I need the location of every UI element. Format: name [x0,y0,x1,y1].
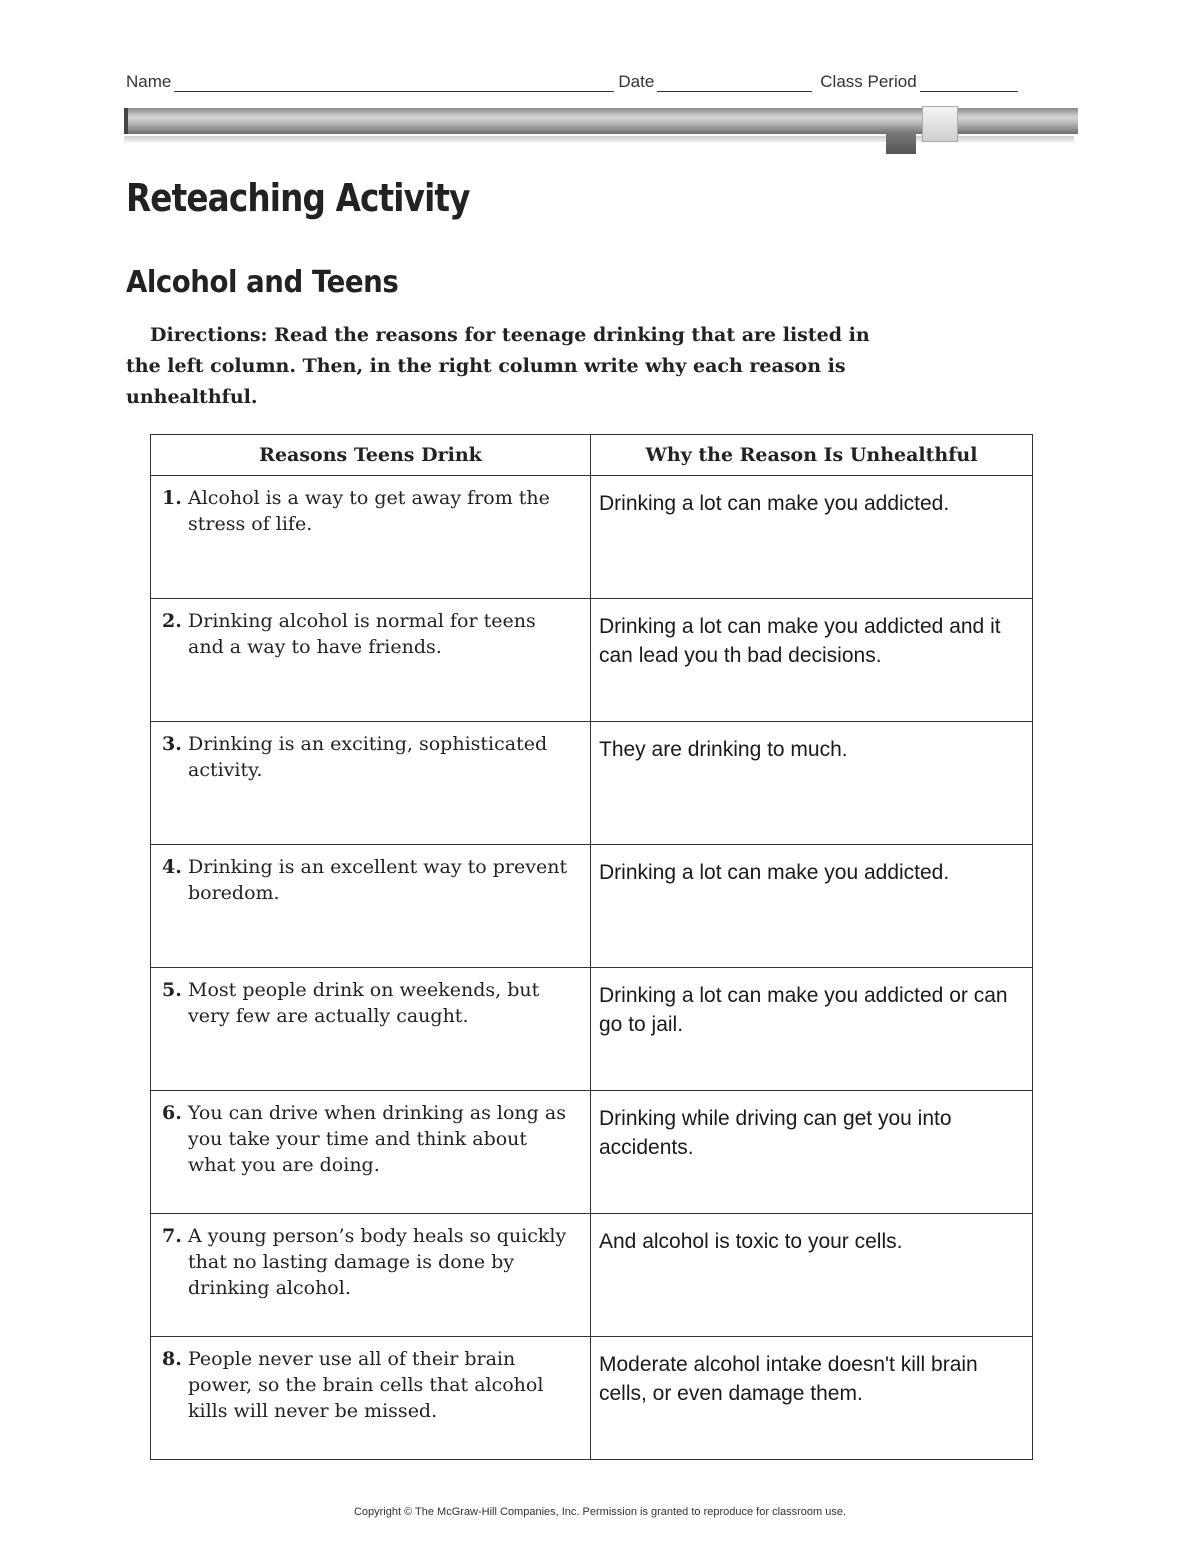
table-row [151,599,1033,722]
answer-cell[interactable] [591,722,1033,845]
reason-number: 6. [162,1102,182,1124]
answer-text: Drinking a lot can make you addicted and it can lead you th bad decisions. [599,615,1001,667]
answer-text: Drinking a lot can make you addicted. [599,861,950,884]
table-row [151,476,1033,599]
table-row [151,1091,1033,1214]
table-row [151,1337,1033,1460]
reason-number: 5. [162,979,182,1001]
answer-text: And alcohol is toxic to your cells. [599,1230,903,1253]
reason-number: 8. [162,1348,182,1370]
directions-text: Directions: Read the reasons for teenage drinking that are listed in the left column. Then, in the right column write why each reason is unhealthful. [126,324,870,408]
reasons-table [150,434,1033,1460]
table-row [151,968,1033,1091]
reason-text: Drinking alcohol is normal for teens and a way to have friends. [188,610,536,658]
answer-text: Drinking while driving can get you into accidents. [599,1107,952,1159]
reason-text: Alcohol is a way to get away from the stress of life. [188,487,550,535]
reason-cell [151,722,591,845]
page-subtitle: Alcohol and Teens [126,265,399,300]
reason-number: 7. [162,1225,182,1247]
answer-cell[interactable] [591,1091,1033,1214]
answer-cell[interactable] [591,968,1033,1091]
reason-cell [151,845,591,968]
reason-cell [151,1337,591,1460]
name-label: Name [126,72,172,91]
answer-cell[interactable] [591,476,1033,599]
answer-text: Drinking a lot can make you addicted or can go to jail. [599,984,1008,1036]
answer-cell[interactable] [591,1337,1033,1460]
page-title: Reteaching Activity [126,176,470,220]
table-row [151,845,1033,968]
name-field[interactable] [174,73,614,92]
reason-text: Most people drink on weekends, but very few are actually caught. [188,979,540,1027]
copyright-notice: Copyright © The McGraw-Hill Companies, Inc. Permission is granted to reproduce for classroom use. [353,1506,847,1518]
reason-cell [151,599,591,722]
reason-number: 3. [162,733,182,755]
class-period-field[interactable] [920,73,1018,92]
reason-cell [151,968,591,1091]
answer-text: Moderate alcohol intake doesn't kill brain cells, or even damage them. [599,1353,978,1405]
date-label: Date [618,72,655,91]
reason-text: Drinking is an exciting, sophisticated activity. [188,733,548,781]
reason-cell [151,1214,591,1337]
reason-text: A young person’s body heals so quickly that no lasting damage is done by drinking alcohol. [188,1225,567,1299]
table-header-row [151,435,1033,476]
column-header-why-unhealthful: Why the Reason Is Unhealthful [591,435,1033,476]
date-field[interactable] [657,73,812,92]
answer-cell[interactable] [591,845,1033,968]
reason-text: You can drive when drinking as long as you take your time and think about what you are doing. [188,1102,566,1176]
header-bar-light-block [922,106,958,142]
reason-number: 4. [162,856,182,878]
decorative-header-bar [124,106,1074,156]
answer-cell[interactable] [591,599,1033,722]
reason-number: 2. [162,610,182,632]
answer-text: They are drinking to much. [599,738,848,761]
answer-text: Drinking a lot can make you addicted. [599,492,950,515]
header-bar-dark-block [886,132,916,154]
reason-text: People never use all of their brain power, so the brain cells that alcohol kills will never be missed. [188,1348,544,1422]
class-period-label: Class Period [820,72,917,91]
answer-cell[interactable] [591,1214,1033,1337]
table-row [151,1214,1033,1337]
reason-text: Drinking is an excellent way to prevent boredom. [188,856,568,904]
reason-number: 1. [162,487,182,509]
reason-cell [151,1091,591,1214]
student-info-line [126,70,1042,92]
column-header-reasons: Reasons Teens Drink [151,435,591,476]
reason-cell [151,476,591,599]
table-row [151,722,1033,845]
